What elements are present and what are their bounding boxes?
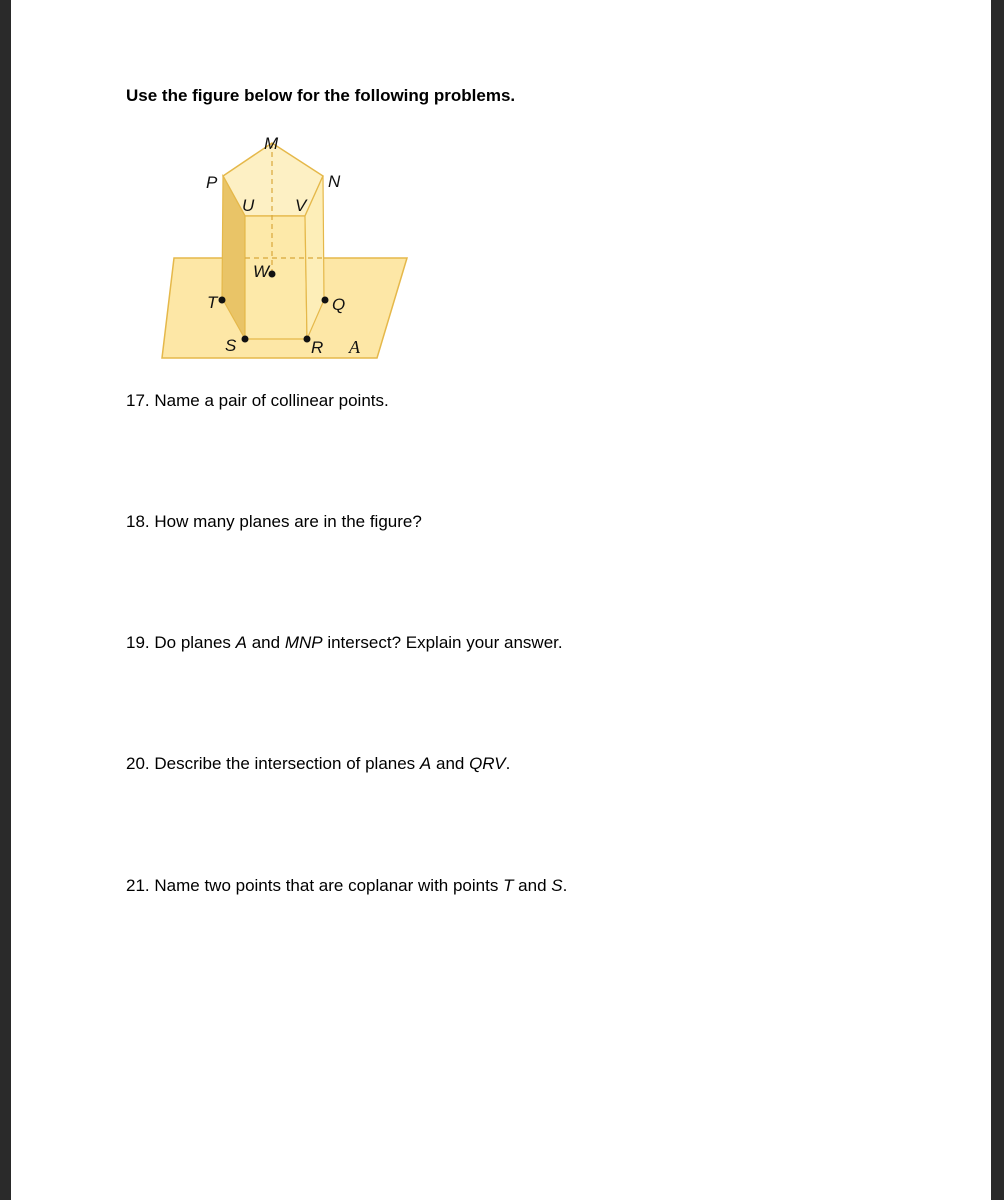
question-number: 20.	[126, 754, 150, 773]
question-18	[126, 512, 422, 532]
label-m: M	[264, 134, 279, 153]
question-20	[126, 754, 510, 774]
point-s	[242, 336, 249, 343]
plane-name-mnp: MNP	[284, 633, 323, 652]
plane-name-a: A	[235, 633, 247, 652]
prism-figure	[126, 108, 426, 383]
point-t	[219, 297, 226, 304]
label-v: V	[295, 196, 307, 215]
label-s: S	[225, 336, 237, 355]
label-r: R	[311, 338, 324, 357]
question-21	[126, 876, 567, 896]
label-w: W	[253, 262, 270, 281]
plane-name-a: A	[419, 754, 432, 773]
question-text: Describe the intersection of planes	[154, 754, 420, 773]
point-r	[304, 336, 311, 343]
question-number: 18.	[126, 512, 150, 531]
worksheet-page	[11, 0, 991, 1200]
question-text: and	[247, 633, 285, 652]
question-text: .	[505, 754, 511, 773]
label-u: U	[242, 196, 255, 215]
plane-name-qrv: QRV	[469, 754, 506, 773]
question-text: and	[431, 754, 470, 773]
question-text: and	[513, 876, 552, 895]
question-number: 17.	[126, 391, 150, 410]
point-w	[269, 271, 276, 278]
question-text: Name two points that are coplanar with points	[154, 876, 504, 895]
question-text: How many planes are in the figure?	[154, 512, 422, 531]
question-text: intersect? Explain your answer.	[322, 633, 563, 652]
question-17	[126, 391, 389, 411]
question-number: 19.	[126, 633, 150, 652]
point-name-t: T	[503, 876, 514, 895]
instructions-heading: Use the figure below for the following problems.	[126, 86, 516, 105]
question-text: .	[562, 876, 568, 895]
question-text: Do planes	[154, 633, 236, 652]
point-q	[322, 297, 329, 304]
question-text: Name a pair of collinear points.	[154, 391, 389, 410]
label-n: N	[328, 172, 341, 191]
point-name-s: S	[551, 876, 563, 895]
label-t: T	[207, 293, 218, 312]
question-number: 21.	[126, 876, 150, 895]
label-p: P	[206, 173, 218, 192]
label-q: Q	[332, 295, 346, 314]
question-19	[126, 633, 563, 653]
label-plane-a: A	[349, 337, 360, 357]
